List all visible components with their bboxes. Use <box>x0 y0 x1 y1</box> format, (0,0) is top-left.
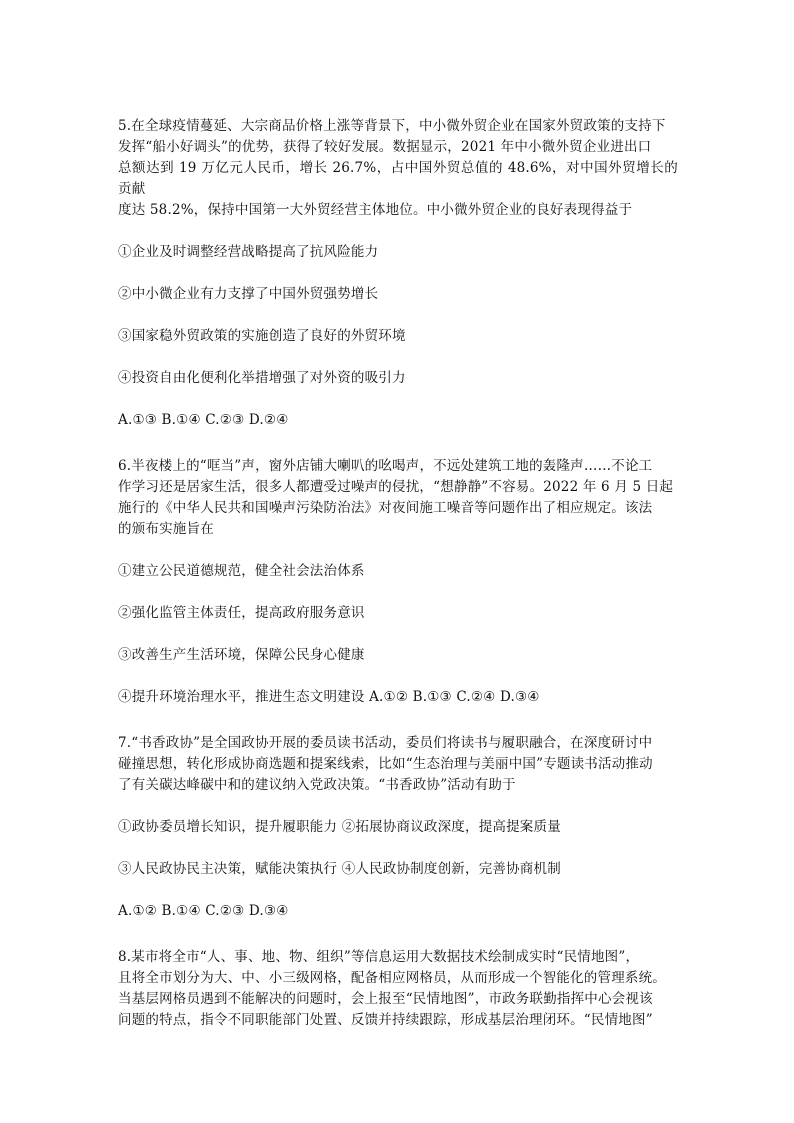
question-6-stem-line: 的颁布实施旨在 <box>118 521 214 537</box>
question-8-stem-line: 当基层网格员遇到不能解决的问题时，会上报至“民情地图”，市政务联勤指挥中心会视该 <box>118 991 653 1007</box>
question-5-answer-choices: A.①③ B.①④ C.②③ D.②④ <box>118 412 289 428</box>
question-6-stem-line: 施行的《中华人民共和国噪声污染防治法》对夜间施工噪音等问题作出了相应规定。该法 <box>118 500 653 516</box>
question-6-option-1: ①建立公民道德规范，健全社会法治体系 <box>118 563 365 579</box>
question-7 <box>118 733 678 922</box>
question-7-stem-line: 了有关碳达峰碳中和的建议纳入党政决策。“书香政协”活动有助于 <box>118 777 516 793</box>
question-6-option-4-with-choices: ④提升环境治理水平，推进生态文明建设 A.①② B.①③ C.②④ D.③④ <box>118 689 540 705</box>
question-5-option-2: ②中小微企业有力支撑了中国外贸强势增长 <box>118 286 379 302</box>
question-6 <box>118 456 678 708</box>
question-5 <box>118 116 678 431</box>
question-8 <box>118 947 678 1031</box>
question-7-stem-line: 碰撞思想，转化形成协商选题和提案线索，比如“生态治理与美丽中国”专题读书活动推动 <box>118 756 653 772</box>
question-6-stem-line: 6.半夜楼上的“哐当”声，窗外店铺大喇叭的吆喝声，不远处建筑工地的轰隆声……不论工 <box>118 458 653 474</box>
question-7-options-row-2: ③人民政协民主决策，赋能决策执行 ④人民政协制度创新，完善协商机制 <box>118 861 561 877</box>
question-6-option-3: ③改善生产生活环境，保障公民身心健康 <box>118 647 365 663</box>
question-5-option-4: ④投资自由化便利化举措增强了对外资的吸引力 <box>118 370 406 386</box>
question-7-stem-line: 7.“书香政协”是全国政协开展的委员读书活动，委员们将读书与履职融合，在深度研讨中 <box>118 735 653 751</box>
question-8-stem-line: 且将全市划分为大、中、小三级网格，配备相应网格员，从而形成一个智能化的管理系统。 <box>118 970 666 986</box>
question-5-stem-line: 度达 58.2%，保持中国第一大外贸经营主体地位。中小微外贸企业的良好表现得益于 <box>118 202 633 218</box>
question-7-answer-choices: A.①② B.①④ C.②③ D.③④ <box>118 903 289 919</box>
question-8-stem-line: 8.某市将全市“人、事、地、物、组织”等信息运用大数据技术绘制成实时“民情地图”， <box>118 949 640 965</box>
question-8-stem-line: 问题的特点，指令不同职能部门处置、反馈并持续跟踪，形成基层治理闭环。“民情地图” <box>118 1012 653 1028</box>
document-page <box>118 116 678 1031</box>
question-7-options-row-1: ①政协委员增长知识，提升履职能力 ②拓展协商议政深度，提高提案质量 <box>118 819 561 835</box>
question-6-stem-line: 作学习还是居家生活，很多人都遭受过噪声的侵扰，“想静静”不容易。2022 年 6 月 5 日起 <box>118 479 674 495</box>
question-5-stem-line: 总额达到 19 万亿元人民币，增长 26.7%，占中国外贸总值的 48.6%，对中国外贸增长的贡献 <box>118 160 678 197</box>
question-5-option-3: ③国家稳外贸政策的实施创造了良好的外贸环境 <box>118 328 406 344</box>
question-5-stem-line: 发挥“船小好调头”的优势，获得了较好发展。数据显示，2021 年中小微外贸企业进出口 <box>118 139 652 155</box>
question-5-option-1: ①企业及时调整经营战略提高了抗风险能力 <box>118 244 379 260</box>
question-6-option-2: ②强化监管主体责任，提高政府服务意识 <box>118 605 365 621</box>
question-5-stem-line: 5.在全球疫情蔓延、大宗商品价格上涨等背景下，中小微外贸企业在国家外贸政策的支持下 <box>118 118 666 134</box>
